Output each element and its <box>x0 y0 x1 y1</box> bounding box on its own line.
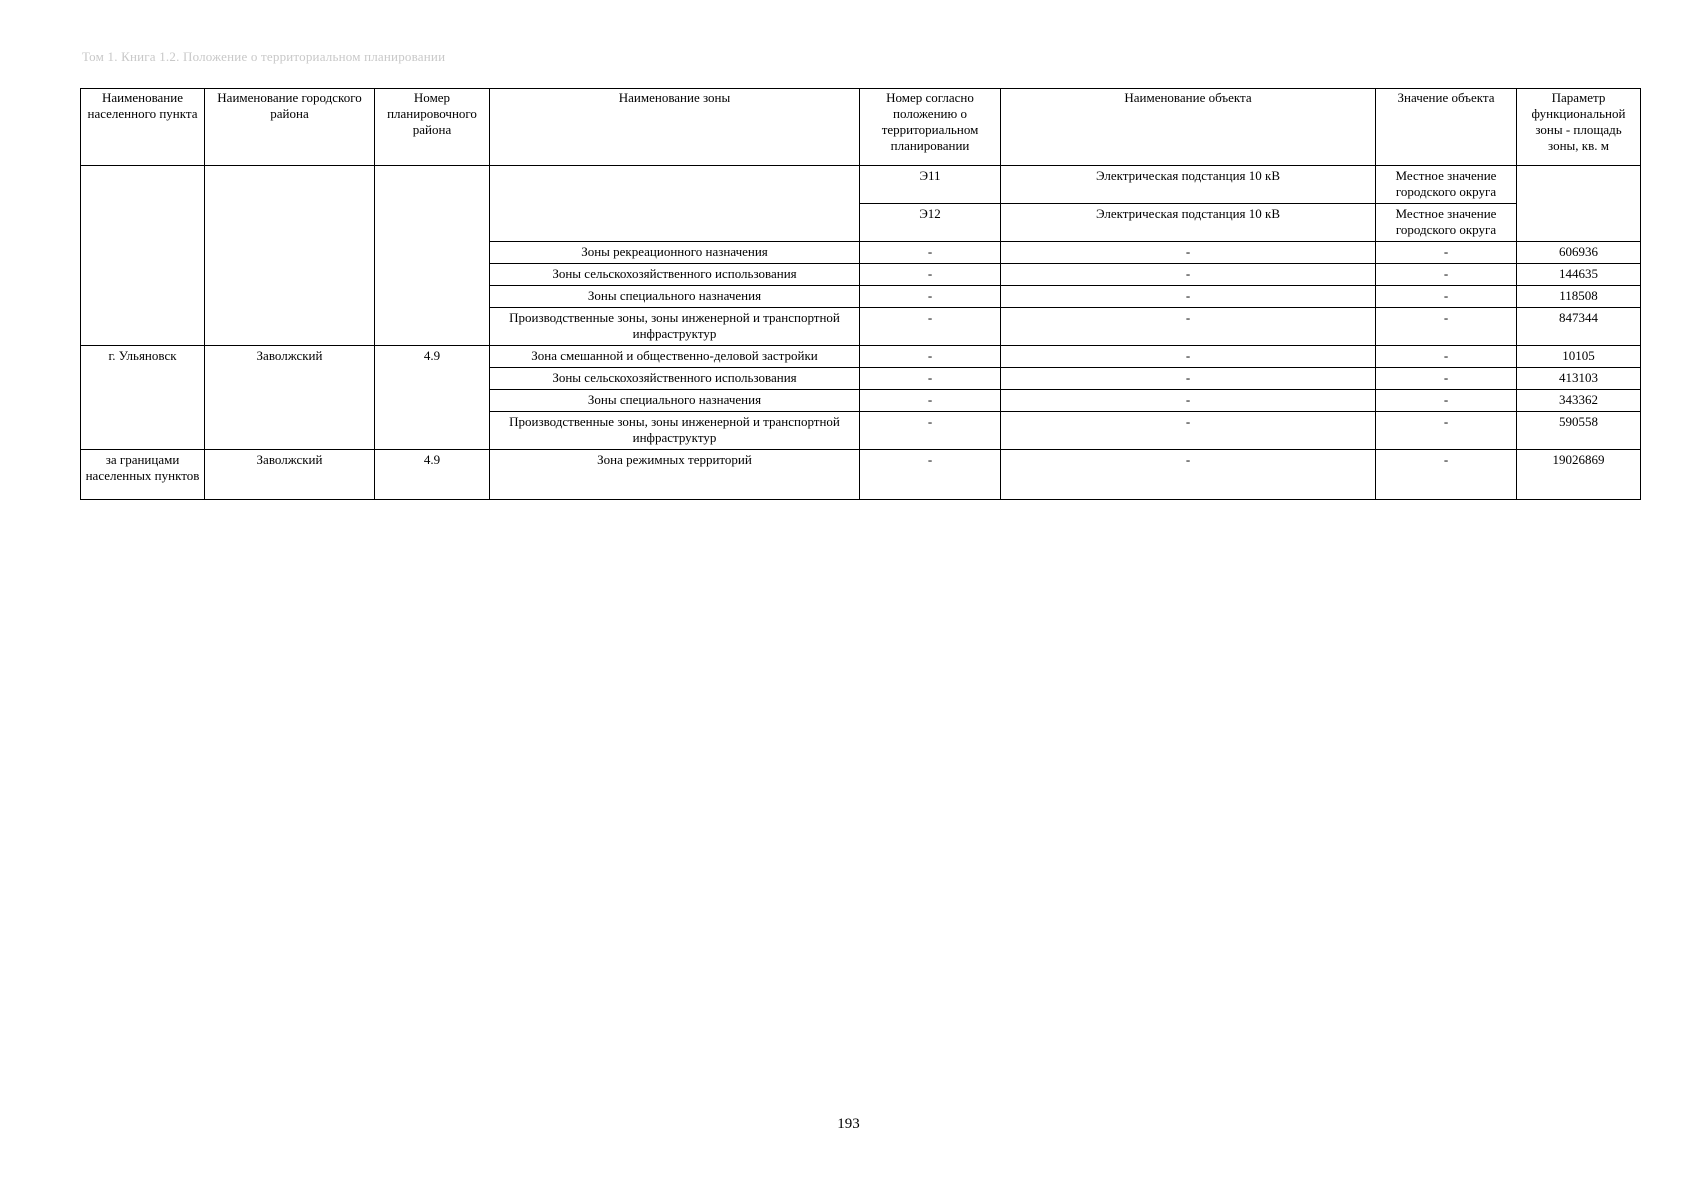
object-value-cell: - <box>1376 450 1517 500</box>
object-name-cell: - <box>1001 242 1376 264</box>
table-row <box>81 346 1641 368</box>
object-number-cell: - <box>860 368 1001 390</box>
object-number-cell: - <box>860 242 1001 264</box>
header-settlement: Наименование населенного пункта <box>81 89 205 166</box>
planning-district-cell: 4.9 <box>375 346 490 450</box>
object-value-cell: - <box>1376 368 1517 390</box>
planning-district-cell: 4.9 <box>375 450 490 500</box>
header-object-value: Значение объекта <box>1376 89 1517 166</box>
header-object-name: Наименование объекта <box>1001 89 1376 166</box>
object-value-cell: - <box>1376 264 1517 286</box>
object-name-cell: Электрическая подстанция 10 кВ <box>1001 204 1376 242</box>
header-district: Наименование городского района <box>205 89 375 166</box>
table-header-row <box>81 89 1641 166</box>
object-number-cell: - <box>860 346 1001 368</box>
object-name-cell: - <box>1001 286 1376 308</box>
zone-area-cell: 19026869 <box>1517 450 1641 500</box>
object-value-cell: Местное значение городского округа <box>1376 204 1517 242</box>
object-name-cell: - <box>1001 450 1376 500</box>
object-number-cell: - <box>860 264 1001 286</box>
object-value-cell: - <box>1376 390 1517 412</box>
object-number-cell: - <box>860 286 1001 308</box>
zones-table <box>80 88 1641 500</box>
district-cell: Заволжский <box>205 450 375 500</box>
zone-cell: Зоны сельскохозяйственного использования <box>490 368 860 390</box>
zone-cell <box>490 166 860 242</box>
object-name-cell: - <box>1001 412 1376 450</box>
table-row <box>81 450 1641 500</box>
object-value-cell: - <box>1376 286 1517 308</box>
zone-cell: Зоны специального назначения <box>490 390 860 412</box>
header-planning-district: Номер планировочного района <box>375 89 490 166</box>
zone-area-cell: 118508 <box>1517 286 1641 308</box>
zone-cell: Зоны специального назначения <box>490 286 860 308</box>
object-number-cell: Э11 <box>860 166 1001 204</box>
object-name-cell: - <box>1001 390 1376 412</box>
settlement-cell: г. Ульяновск <box>81 346 205 450</box>
district-cell <box>205 166 375 346</box>
zone-cell: Производственные зоны, зоны инженерной и транспортной инфраструктур <box>490 308 860 346</box>
zone-area-cell: 413103 <box>1517 368 1641 390</box>
zone-area-cell: 590558 <box>1517 412 1641 450</box>
object-number-cell: - <box>860 308 1001 346</box>
object-name-cell: Электрическая подстанция 10 кВ <box>1001 166 1376 204</box>
table-row <box>81 166 1641 204</box>
object-number-cell: - <box>860 450 1001 500</box>
object-name-cell: - <box>1001 346 1376 368</box>
planning-district-cell <box>375 166 490 346</box>
zone-cell: Зона смешанной и общественно-деловой застройки <box>490 346 860 368</box>
zone-area-cell: 144635 <box>1517 264 1641 286</box>
object-value-cell: - <box>1376 346 1517 368</box>
running-header: Том 1. Книга 1.2. Положение о территориальном планировании <box>82 49 446 64</box>
page-number: 193 <box>837 1116 860 1132</box>
zone-cell: Производственные зоны, зоны инженерной и транспортной инфраструктур <box>490 412 860 450</box>
object-number-cell: - <box>860 412 1001 450</box>
object-number-cell: Э12 <box>860 204 1001 242</box>
settlement-cell: за границами населенных пунктов <box>81 450 205 500</box>
zone-area-cell: 343362 <box>1517 390 1641 412</box>
object-value-cell: - <box>1376 242 1517 264</box>
object-name-cell: - <box>1001 368 1376 390</box>
zone-cell: Зона режимных территорий <box>490 450 860 500</box>
object-value-cell: - <box>1376 308 1517 346</box>
object-name-cell: - <box>1001 264 1376 286</box>
zone-cell: Зоны сельскохозяйственного использования <box>490 264 860 286</box>
header-number: Номер согласно положению о территориальном планировании <box>860 89 1001 166</box>
zone-area-cell: 847344 <box>1517 308 1641 346</box>
object-value-cell: - <box>1376 412 1517 450</box>
object-name-cell: - <box>1001 308 1376 346</box>
zone-area-cell <box>1517 166 1641 242</box>
header-zone-area: Параметр функциональной зоны - площадь зоны, кв. м <box>1517 89 1641 166</box>
district-cell: Заволжский <box>205 346 375 450</box>
settlement-cell <box>81 166 205 346</box>
zone-area-cell: 10105 <box>1517 346 1641 368</box>
object-number-cell: - <box>860 390 1001 412</box>
zone-cell: Зоны рекреационного назначения <box>490 242 860 264</box>
zone-area-cell: 606936 <box>1517 242 1641 264</box>
header-zone-name: Наименование зоны <box>490 89 860 166</box>
object-value-cell: Местное значение городского округа <box>1376 166 1517 204</box>
